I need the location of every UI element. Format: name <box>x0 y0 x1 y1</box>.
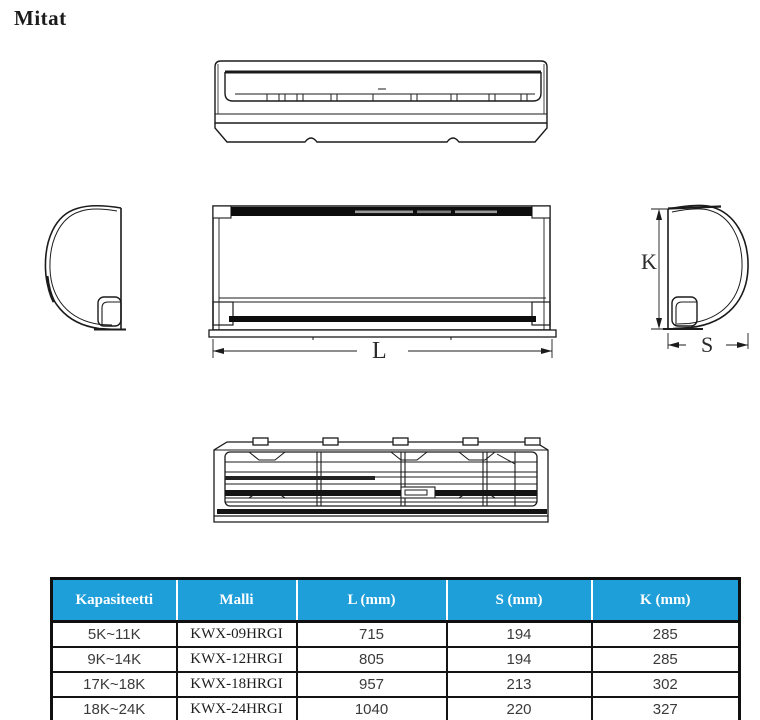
left-side-view-drawing <box>42 198 130 338</box>
table-cell-model: KWX-24HRGI <box>177 697 297 720</box>
table-row <box>52 647 740 672</box>
table-cell-length: 715 <box>297 622 447 648</box>
dimension-label-height: K <box>641 249 657 274</box>
table-cell-length: 1040 <box>297 697 447 720</box>
dimension-label-depth: S <box>701 332 714 357</box>
table-cell-height: 285 <box>592 622 740 648</box>
table-cell-capacity: 5K~11K <box>52 622 177 648</box>
table-header-row <box>52 579 740 622</box>
table-cell-model: KWX-18HRGI <box>177 672 297 697</box>
column-header-capacity: Kapasiteetti <box>52 579 177 622</box>
table-cell-capacity: 18K~24K <box>52 697 177 720</box>
table-cell-depth: 194 <box>447 622 592 648</box>
table-row <box>52 622 740 648</box>
column-header-height: K (mm) <box>592 579 740 622</box>
table-cell-length: 805 <box>297 647 447 672</box>
top-view-drawing <box>205 55 555 151</box>
right-side-view-drawing <box>623 196 760 368</box>
table-cell-capacity: 9K~14K <box>52 647 177 672</box>
column-header-depth: S (mm) <box>447 579 592 622</box>
table-cell-model: KWX-12HRGI <box>177 647 297 672</box>
bottom-view-drawing <box>205 430 555 530</box>
table-cell-height: 327 <box>592 697 740 720</box>
table-cell-depth: 194 <box>447 647 592 672</box>
table-row <box>52 672 740 697</box>
column-header-length: L (mm) <box>297 579 447 622</box>
table-cell-height: 285 <box>592 647 740 672</box>
table-cell-depth: 220 <box>447 697 592 720</box>
dimensions-table <box>50 577 741 720</box>
page-title: Mitat <box>14 6 67 30</box>
table-cell-length: 957 <box>297 672 447 697</box>
table-cell-model: KWX-09HRGI <box>177 622 297 648</box>
dimension-label-length: L <box>372 338 387 364</box>
column-header-model: Malli <box>177 579 297 622</box>
table-row <box>52 697 740 720</box>
table-cell-height: 302 <box>592 672 740 697</box>
table-cell-capacity: 17K~18K <box>52 672 177 697</box>
table-cell-depth: 213 <box>447 672 592 697</box>
